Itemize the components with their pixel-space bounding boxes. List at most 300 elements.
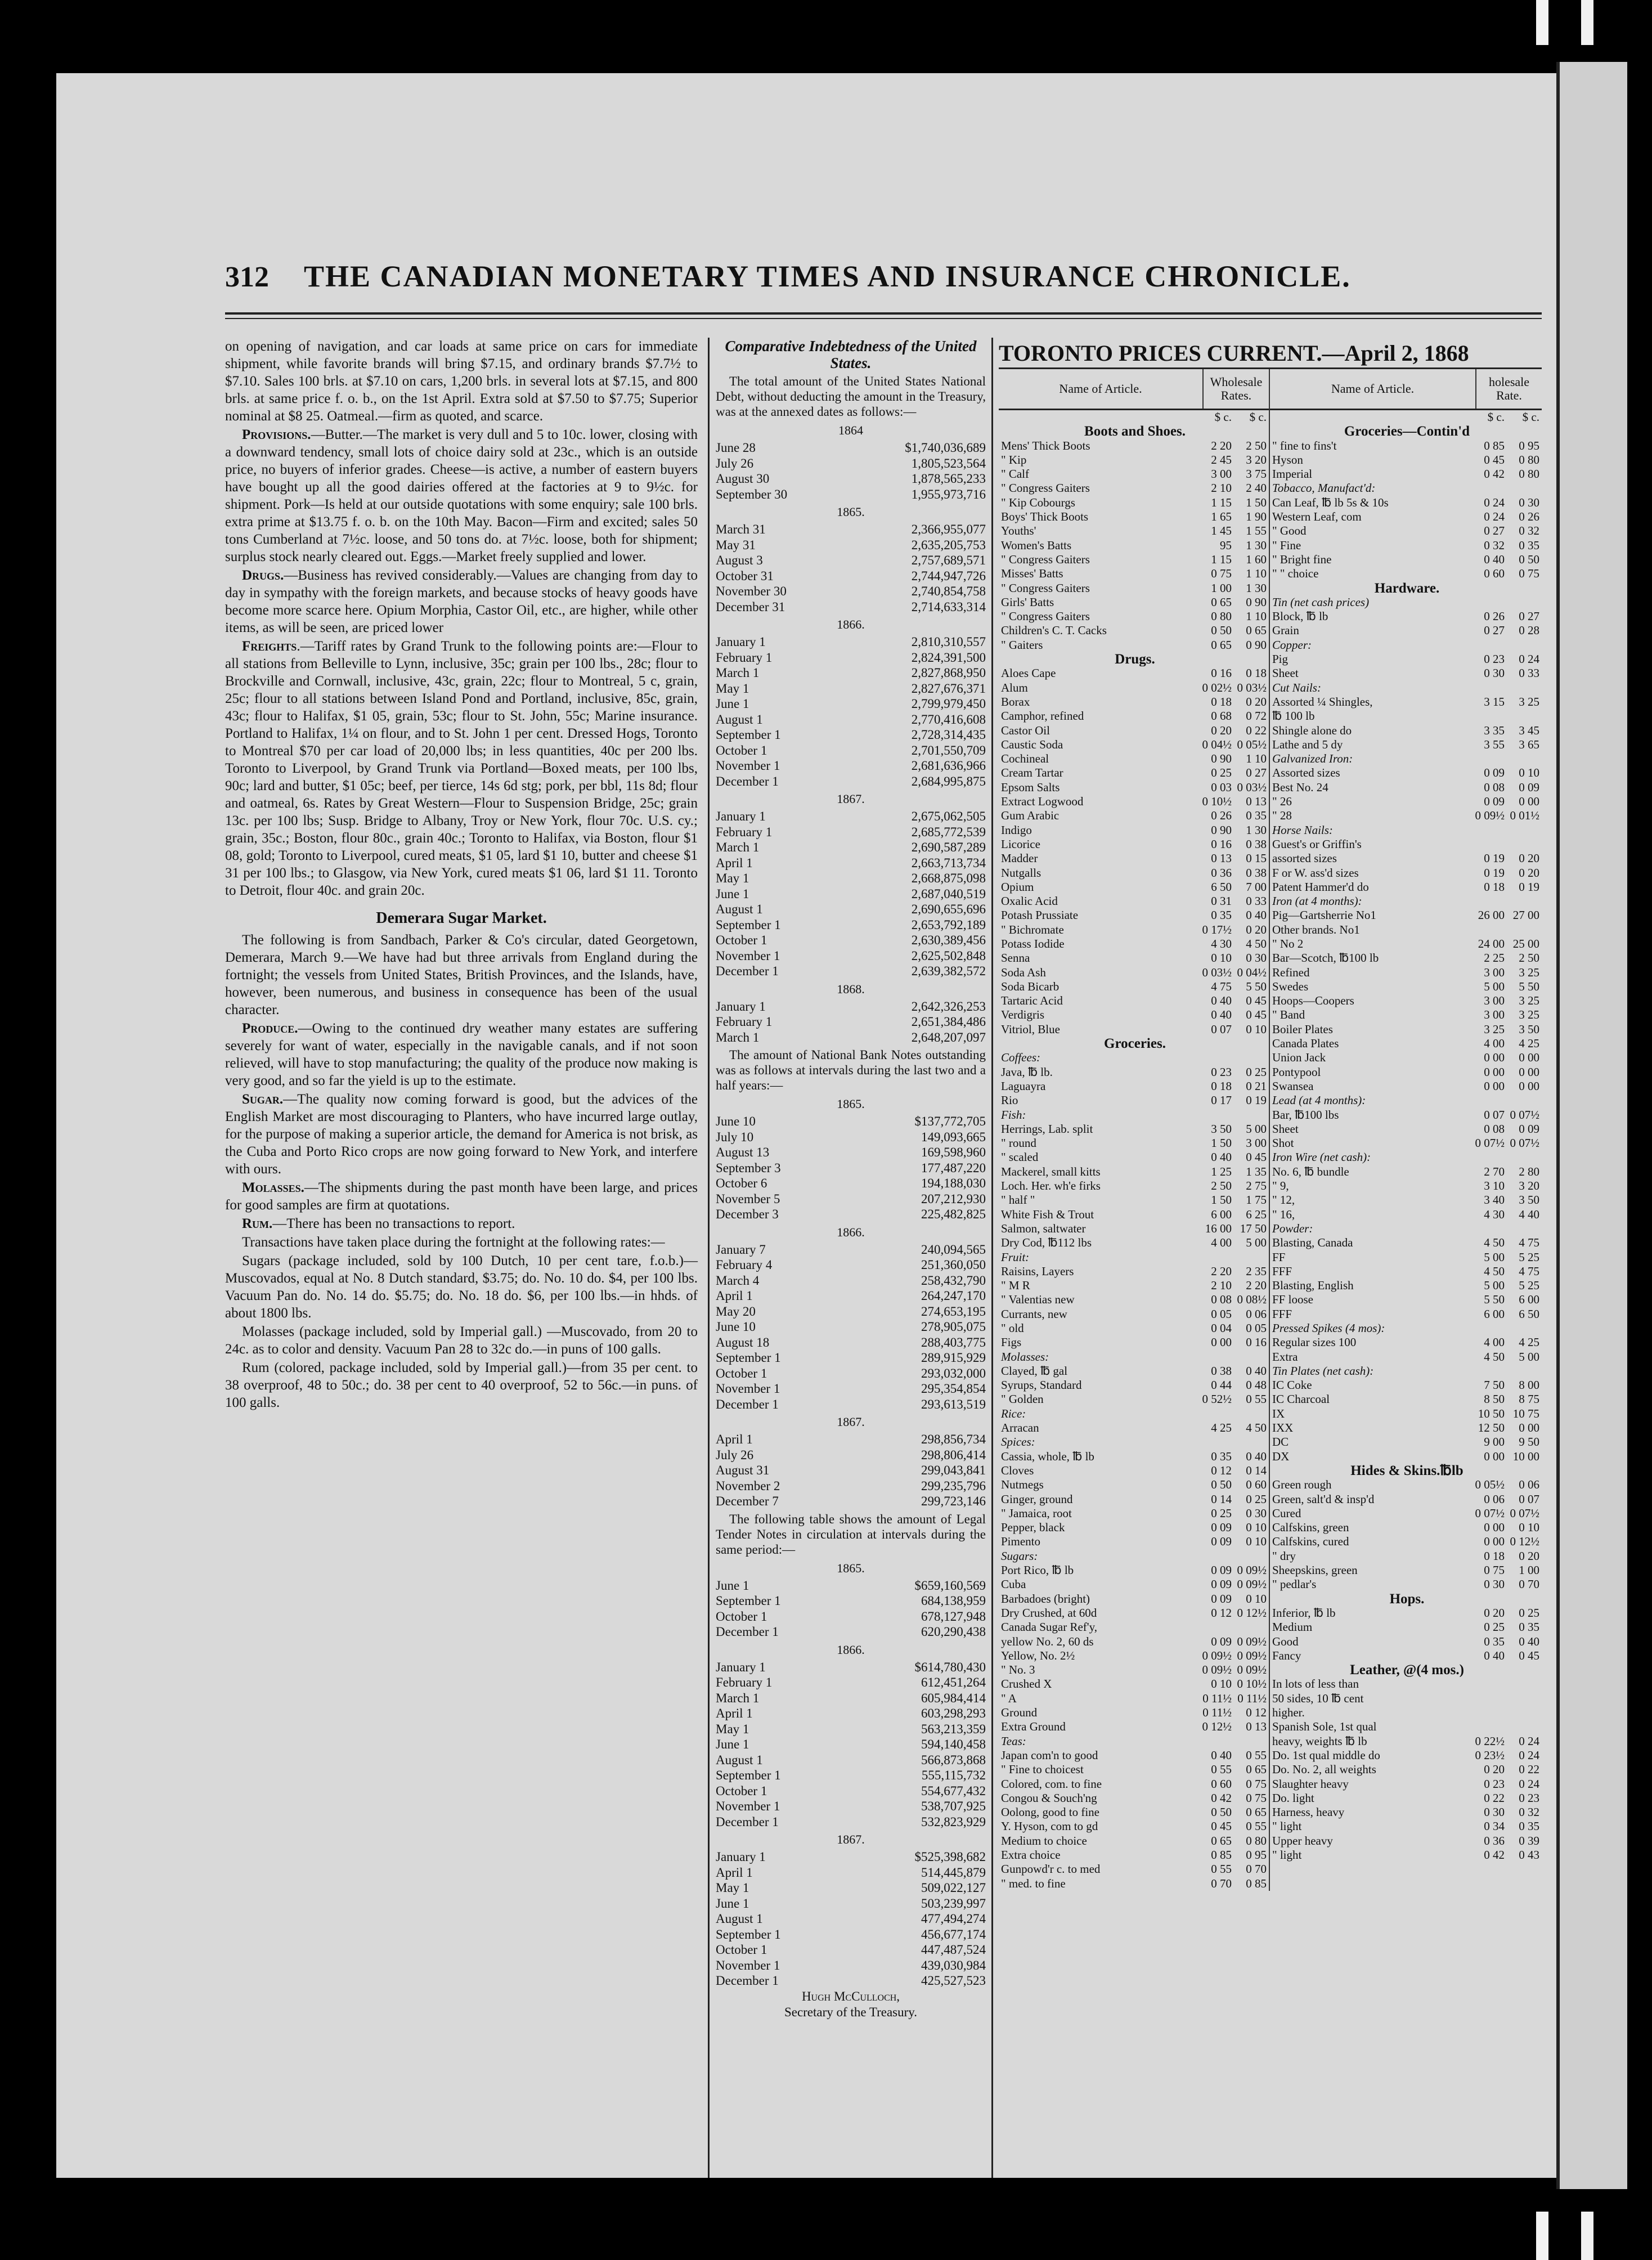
prices-table-header <box>1270 369 1542 410</box>
row-date: March 31 <box>716 522 766 536</box>
price-high: 0 20 <box>1246 694 1267 709</box>
article-name: Do. No. 2, all weights <box>1272 1763 1376 1777</box>
article-name: FFF <box>1272 1307 1292 1321</box>
price-row <box>1270 609 1542 624</box>
price-high: 5 25 <box>1519 1250 1539 1264</box>
row-date: November 2 <box>716 1478 780 1493</box>
year-heading: 1866. <box>837 617 865 631</box>
price-high: 0 39 <box>1519 1833 1539 1848</box>
price-row <box>999 1079 1269 1093</box>
table-row <box>716 774 986 790</box>
price-high: 0 22 <box>1246 723 1267 737</box>
price-low: 0 34 <box>1484 1819 1505 1833</box>
legal-tender-intro: The following table shows the amount of Legal Tender Notes in circulation at intervals during the same period:— <box>716 1512 986 1557</box>
price-row <box>1270 781 1542 795</box>
subsection-heading <box>1270 1150 1542 1164</box>
price-high: 0 70 <box>1519 1577 1539 1591</box>
article-name: Drugs. <box>1115 652 1155 667</box>
section-heading <box>1270 581 1542 595</box>
row-amount: 251,360,050 <box>921 1258 986 1272</box>
price-low: 0 70 <box>1211 1876 1232 1890</box>
article-name: Women's Batts <box>1001 538 1072 552</box>
row-date: October 6 <box>716 1176 767 1190</box>
article-name: Assorted ¼ Shingles, <box>1272 694 1373 709</box>
price-low: 0 25 <box>1211 766 1232 780</box>
price-low: 4 50 <box>1484 1264 1505 1278</box>
year-heading: 1867. <box>837 1415 865 1429</box>
row-date: September 1 <box>716 917 781 932</box>
flour-paragraph: on opening of navigation, and car loads at same price on cars for immediate shipment, while favorite brands will bring $7.15, and ordinary brands $7.7½ to $7.10. Sales 100 brls. at $7.10 on cars, 1,200 brls. in several lots at $7.15, and 800 brls. at same price f. o. b., on the 1st April. Extra sold at $7.50 to $7.75; Superior nominal at $8 25. Oatmeal.—firm as quoted, and scarce. <box>225 339 698 424</box>
table-row <box>716 1721 986 1737</box>
price-high: 3 50 <box>1519 1022 1539 1036</box>
price-row <box>999 809 1269 823</box>
article-name: Green rough <box>1272 1478 1332 1492</box>
price-high: 0 09½ <box>1237 1663 1267 1677</box>
row-amount: 1,805,523,564 <box>911 456 986 470</box>
price-low: 0 04 <box>1211 1321 1232 1335</box>
row-date: June 1 <box>716 1578 749 1593</box>
price-high: 0 04½ <box>1237 965 1267 979</box>
price-low: 0 24 <box>1484 510 1505 524</box>
price-high: 0 30 <box>1519 495 1539 509</box>
article-name: Copper: <box>1272 638 1312 652</box>
price-low: 0 10 <box>1211 1677 1232 1691</box>
price-high: 0 26 <box>1519 510 1539 524</box>
price-high: 0 48 <box>1246 1378 1267 1392</box>
price-high: 0 21 <box>1246 1079 1267 1093</box>
article-name: assorted sizes <box>1272 851 1337 866</box>
price-high: 2 20 <box>1246 1279 1267 1293</box>
price-high: 0 65 <box>1246 624 1267 638</box>
price-row <box>999 1805 1269 1819</box>
price-low: 0 08 <box>1211 1293 1232 1307</box>
article-name: " Fine <box>1272 538 1301 552</box>
price-row <box>1270 1079 1542 1093</box>
price-low: 0 18 <box>1211 1079 1232 1093</box>
table-row <box>716 634 986 650</box>
row-date: December 1 <box>716 1625 779 1639</box>
article-name: Aloes Cape <box>1001 666 1056 680</box>
price-high: 0 06 <box>1246 1307 1267 1321</box>
article-name: Assorted sizes <box>1272 766 1340 780</box>
price-low: 1 50 <box>1211 1136 1232 1150</box>
freights-paragraph <box>225 638 698 899</box>
year-heading: 1866. <box>837 1225 865 1239</box>
article-name: " Bright fine <box>1272 552 1332 566</box>
row-date: November 1 <box>716 1958 780 1972</box>
article-name: Lathe and 5 dy <box>1272 737 1343 751</box>
row-date: May 31 <box>716 537 756 552</box>
row-date: January 1 <box>716 635 766 649</box>
price-high: 3 20 <box>1519 1179 1539 1193</box>
price-row <box>999 1791 1269 1805</box>
price-low: 0 35 <box>1211 908 1232 922</box>
year-heading: 1864 <box>838 423 863 437</box>
row-amount: 298,856,734 <box>921 1432 986 1446</box>
row-amount: 2,366,955,077 <box>911 522 986 536</box>
row-date: November 30 <box>716 584 787 598</box>
produce-paragraph <box>225 1020 698 1089</box>
article-name: " Bichromate <box>1001 922 1064 936</box>
price-row <box>999 481 1269 495</box>
row-amount: 2,668,875,098 <box>911 871 986 885</box>
indebtedness-column <box>716 338 986 2020</box>
price-high: 0 80 <box>1519 467 1539 481</box>
price-row <box>1270 994 1542 1008</box>
molasses-text: —The shipments during the past month have been large, and prices for good samples are firm at quotations. <box>225 1180 698 1213</box>
price-row <box>1270 1791 1542 1805</box>
table-row <box>716 1849 986 1865</box>
frame-mark <box>1536 2212 1548 2260</box>
price-low: 7 50 <box>1484 1378 1505 1392</box>
row-date: September 30 <box>716 487 788 501</box>
price-low: 0 10½ <box>1202 795 1232 809</box>
price-high: 0 38 <box>1246 837 1267 851</box>
article-name: Lead (at 4 months): <box>1272 1093 1366 1107</box>
price-low <box>1472 923 1507 937</box>
price-row <box>1270 695 1542 709</box>
row-date: December 1 <box>716 1974 779 1988</box>
price-high: 0 09 <box>1519 1122 1539 1136</box>
row-date: May 1 <box>716 1721 749 1736</box>
article-name: Guest's or Griffin's <box>1272 837 1362 851</box>
table-row <box>716 1304 986 1320</box>
row-date: October 1 <box>716 1609 767 1624</box>
row-amount: 2,687,040,519 <box>911 886 986 901</box>
row-date: April 1 <box>716 1865 753 1880</box>
article-name: Western Leaf, com <box>1272 510 1362 524</box>
price-low: 0 32 <box>1484 538 1505 552</box>
article-name: Herrings, Lab. split <box>1001 1122 1093 1136</box>
price-high: 2 40 <box>1246 481 1267 495</box>
price-high: 0 90 <box>1246 638 1267 652</box>
table-row <box>716 1927 986 1943</box>
price-row <box>1270 510 1542 524</box>
article-name: " Gaiters <box>1001 638 1043 652</box>
article-name: Iron Wire (net cash): <box>1272 1150 1371 1164</box>
article-name: Blasting, Canada <box>1272 1236 1353 1250</box>
price-low <box>1472 709 1507 723</box>
row-date: August 18 <box>716 1335 770 1349</box>
article-name: Tartaric Acid <box>1001 994 1063 1008</box>
article-name: Salmon, saltwater <box>1001 1221 1086 1235</box>
price-high: 1 55 <box>1246 524 1267 538</box>
price-low: 0 25 <box>1211 1506 1232 1520</box>
article-name: Yellow, No. 2½ <box>1001 1648 1075 1662</box>
subsection-heading <box>999 1350 1269 1364</box>
table-row <box>716 487 986 503</box>
row-date: August 1 <box>716 902 763 916</box>
price-low: 4 00 <box>1484 1335 1505 1349</box>
article-name: " Congress Gaiters <box>1001 609 1090 624</box>
table-row <box>716 1942 986 1958</box>
row-amount: 566,873,868 <box>921 1752 986 1767</box>
price-high: 2 75 <box>1246 1179 1267 1193</box>
price-low: 0 75 <box>1211 567 1232 581</box>
article-name: Cassia, whole, ℔ lb <box>1001 1449 1094 1463</box>
price-row <box>1270 837 1542 851</box>
price-high <box>1507 709 1542 723</box>
price-low: 6 50 <box>1211 880 1232 894</box>
price-high: 0 09½ <box>1237 1577 1267 1591</box>
table-row <box>716 1478 986 1494</box>
article-name: Gunpowd'r c. to med <box>1001 1862 1101 1876</box>
row-amount: 177,487,220 <box>921 1160 986 1175</box>
price-row <box>999 1464 1269 1478</box>
provisions-paragraph <box>225 426 698 566</box>
price-row <box>999 1720 1269 1734</box>
article-name: " light <box>1272 1819 1302 1833</box>
price-row <box>999 1179 1269 1193</box>
column-divider <box>991 338 993 2178</box>
article-name: Sugars: <box>1001 1549 1038 1563</box>
price-row <box>999 923 1269 937</box>
table-row <box>716 1129 986 1145</box>
price-row <box>1270 1606 1542 1620</box>
table-row <box>716 1145 986 1160</box>
price-high <box>1507 1692 1542 1706</box>
article-name: Molasses: <box>1001 1349 1049 1364</box>
article-name: Cream Tartar <box>1001 766 1063 780</box>
price-low: 2 20 <box>1211 438 1232 452</box>
price-low: 0 00 <box>1484 1521 1505 1535</box>
article-name: Hoops—Coopers <box>1272 994 1354 1008</box>
table-row <box>716 1160 986 1176</box>
price-row <box>1270 1521 1542 1535</box>
row-amount: 2,757,689,571 <box>911 553 986 567</box>
article-name: Soda Bicarb <box>1001 979 1060 993</box>
price-row <box>999 1862 1269 1876</box>
page-header <box>225 259 1542 304</box>
debt-intro: The total amount of the United States National Debt, without deducting the amount in the Treasury, was at the annexed dates as follows:— <box>716 374 986 419</box>
price-high <box>1507 1720 1542 1734</box>
price-high: 8 00 <box>1519 1378 1539 1392</box>
prices-table-left <box>999 369 1269 1891</box>
row-amount: 149,093,665 <box>921 1129 986 1144</box>
price-row <box>999 1008 1269 1022</box>
price-low: 0 10 <box>1211 951 1232 965</box>
price-row <box>999 1763 1269 1777</box>
price-low: 1 50 <box>1211 1193 1232 1207</box>
price-high: 5 50 <box>1519 979 1539 993</box>
row-amount: 2,663,713,734 <box>911 855 986 870</box>
table-row <box>716 599 986 615</box>
price-high: 1 00 <box>1519 1563 1539 1577</box>
price-low: 4 50 <box>1484 1349 1505 1364</box>
price-high: 3 45 <box>1519 723 1539 737</box>
price-high: 7 00 <box>1246 880 1267 894</box>
row-date: November 1 <box>716 759 780 773</box>
price-low: 1 00 <box>1211 581 1232 595</box>
table-row <box>716 1366 986 1382</box>
price-high <box>1507 837 1542 851</box>
row-amount: 2,827,868,950 <box>911 666 986 680</box>
price-high: 0 70 <box>1246 1862 1267 1876</box>
freights-text: .—Tariff rates by Grand Trunk to the following points are:—Flour to all stations from Belleville to Lynn, inclusive, 35c; grain per 100 lbs., 28c; flour to Brockville and Cornwall, inclusive, 43c, grain, 22c; flour to Montreal, 5 c, grain, 25c; flour to all stations between Island Pond and Portland, inclusive, 85c, grain, 43c; flour to Halifax, $1 05, grain, 53c; flour to St. John, 55c; Marine insurance. Portland to Halifax, 1¼ on flour, and to St. John 1 per cent. Dressed Hogs, Toronto to Montreal $70 per car load of 20,000 lbs; in less quantities, 40c per 200 lbs. Toronto to Liverpool, by Grand Trunk via Portland—Boxed meats, per 100 lbs, 90c; lard and butter, $1 05c; beef, per tierce, 14s 6d stg; pork, per bbl, 11s 8d; flour and oatmeal, 6s. Rates by Great Western—Flour to Suspension Bridge, 25c; grain 13c. per 100 lbs; Susp. Bridge to Albany, Troy or New York, flour 70c. U.S. cy.; grain, 35c.; Boston, flour 80c., grain 40c.; Toronto to Halifax, via Boston, flour $1 08, gold; Toronto to Liverpool, cured meats, $1 05, lard $1 10, butter and cheese $1 31 per 100 lbs.; to Glasgow, via New York, cured meats $1 06, lard $1 11. Toronto to Detroit, flour 40c. and grain 20c. <box>225 639 698 898</box>
price-low: 3 40 <box>1484 1193 1505 1207</box>
prices-table-right <box>1270 369 1542 1891</box>
price-high: 1 90 <box>1246 510 1267 524</box>
row-amount: 289,915,929 <box>921 1351 986 1365</box>
row-date: November 1 <box>716 1382 780 1396</box>
table-row <box>716 1783 986 1799</box>
row-amount: 299,235,796 <box>921 1478 986 1493</box>
article-name: Sheet <box>1272 1122 1299 1136</box>
article-name: Canada Sugar Ref'y, <box>1001 1620 1097 1634</box>
table-row <box>716 999 986 1015</box>
table-row <box>716 1880 986 1896</box>
price-row <box>1270 1307 1542 1321</box>
article-name: Epsom Salts <box>1001 780 1060 794</box>
row-date: June 10 <box>716 1320 756 1334</box>
article-name: higher. <box>1272 1706 1305 1720</box>
row-date: October 31 <box>716 568 774 583</box>
row-amount: 2,685,772,539 <box>911 824 986 839</box>
row-date: September 1 <box>716 728 781 742</box>
price-high: 0 90 <box>1246 595 1267 609</box>
row-date: November 1 <box>716 1799 780 1813</box>
price-low: 1 15 <box>1211 495 1232 509</box>
header-wholesale-rates: Wholesale Rates. <box>1202 369 1269 409</box>
article-name: FF loose <box>1272 1293 1313 1307</box>
row-amount: 439,030,984 <box>921 1958 986 1972</box>
article-name: Raisins, Layers <box>1001 1264 1074 1278</box>
demerara-paragraph: The following is from Sandbach, Parker & Co's circular, dated Georgetown, Demerara, March 9.—We have had but three arrivals from England during the fortnight; the vessels from United States, British Provinces, and the Islands, have, however, been numerous, and business in consequence has been of the usual character. <box>225 932 698 1017</box>
price-low: 0 07½ <box>1475 1136 1505 1150</box>
price-low: 0 07½ <box>1475 1506 1505 1520</box>
price-low: 5 00 <box>1484 1279 1505 1293</box>
price-low: 0 00 <box>1484 1079 1505 1093</box>
article-name: Coffees: <box>1001 1051 1040 1065</box>
row-date: March 1 <box>716 666 760 680</box>
price-row <box>1270 1734 1542 1748</box>
row-date: December 1 <box>716 774 779 788</box>
price-high: 1 10 <box>1246 609 1267 624</box>
table-row <box>716 522 986 537</box>
row-amount: 605,984,414 <box>921 1690 986 1705</box>
row-amount: 288,403,775 <box>921 1335 986 1349</box>
sugars-rates-paragraph: Sugars (package included, sold by 100 Dutch, 10 per cent tare, f.o.b.)—Muscovados, equal at No. 8 Dutch standard, $3.75; do. No. 10 do. $4, per 100 lbs. Vacuum Pan do. No. 14 do. $5.75; do. No. 18 do. $6, per 100 lbs.—in hhds. of about 1800 lbs. <box>225 1253 698 1321</box>
price-high: 10 00 <box>1512 1449 1539 1463</box>
price-low: 0 36 <box>1211 866 1232 880</box>
sugar-text: —The quality now coming forward is good, but the advices of the English Market are most discouraging to Planters, who have incurred large outlay, for the purpose of making a superior article, the demand for America is not brisk, as the Cuba and Porto Rico crops are now going forward to New York, and interfere with ours. <box>225 1092 698 1177</box>
year-heading: 1865. <box>837 1097 865 1111</box>
article-name: Do. light <box>1272 1791 1314 1805</box>
price-row <box>999 567 1269 581</box>
price-low: 3 00 <box>1484 994 1505 1008</box>
table-row <box>716 809 986 824</box>
row-amount: 2,651,384,486 <box>911 1015 986 1029</box>
article-name: Vitriol, Blue <box>1001 1022 1060 1036</box>
price-high: 0 35 <box>1246 809 1267 823</box>
price-low: 0 12 <box>1211 1463 1232 1477</box>
table-row <box>716 1768 986 1783</box>
row-amount: 240,094,565 <box>921 1242 986 1257</box>
table-row <box>716 1319 986 1335</box>
row-date: September 3 <box>716 1160 781 1175</box>
price-high: 0 27 <box>1519 609 1539 624</box>
price-row <box>999 666 1269 680</box>
price-high: 3 25 <box>1519 694 1539 709</box>
row-date: August 13 <box>716 1145 770 1159</box>
price-row <box>1270 1819 1542 1833</box>
price-low: 0 09 <box>1211 1535 1232 1549</box>
price-high: 0 65 <box>1246 1763 1267 1777</box>
price-low <box>1472 837 1507 851</box>
price-low: 0 52½ <box>1202 1392 1232 1406</box>
price-high: 0 14 <box>1246 1463 1267 1477</box>
price-row <box>999 496 1269 510</box>
article-name: " Congress Gaiters <box>1001 552 1090 566</box>
price-high: 0 45 <box>1246 1008 1267 1022</box>
row-amount: 594,140,458 <box>921 1737 986 1751</box>
price-row <box>1270 1848 1542 1862</box>
price-row <box>999 866 1269 880</box>
table-row <box>716 1191 986 1207</box>
article-name: Syrups, Standard <box>1001 1378 1082 1392</box>
price-row <box>999 1706 1269 1720</box>
price-high: 4 25 <box>1519 1037 1539 1051</box>
price-row <box>1270 1179 1542 1193</box>
table-row <box>716 553 986 568</box>
row-date: April 1 <box>716 855 753 870</box>
price-high: 0 28 <box>1519 624 1539 638</box>
price-row <box>999 1450 1269 1464</box>
price-high: 0 24 <box>1519 1734 1539 1748</box>
price-row <box>1270 908 1542 922</box>
table-row <box>716 1207 986 1222</box>
price-low: 0 90 <box>1211 823 1232 837</box>
row-amount: 2,639,382,572 <box>911 964 986 978</box>
article-name: Patent Hammer'd do <box>1272 880 1369 894</box>
price-low: 0 23 <box>1211 1065 1232 1079</box>
article-name: Boiler Plates <box>1272 1022 1333 1036</box>
price-row <box>1270 851 1542 866</box>
price-high: 5 25 <box>1519 1279 1539 1293</box>
price-high: 1 30 <box>1246 538 1267 552</box>
row-date: April 1 <box>716 1432 753 1446</box>
column-divider <box>708 338 710 2178</box>
scanned-page <box>56 73 1587 2178</box>
subsection-heading <box>999 1407 1269 1421</box>
table-row <box>716 1350 986 1366</box>
row-amount: $525,398,682 <box>914 1850 986 1864</box>
price-row <box>1270 1763 1542 1777</box>
subsection-heading <box>1270 595 1542 609</box>
article-name: Canada Plates <box>1272 1037 1339 1051</box>
price-low: 3 00 <box>1211 467 1232 481</box>
price-row <box>999 1264 1269 1279</box>
price-low: 0 40 <box>1484 1648 1505 1662</box>
price-row <box>1270 524 1542 538</box>
price-row <box>1270 1250 1542 1264</box>
price-low: 0 03½ <box>1202 965 1232 979</box>
article-name: " Calf <box>1001 467 1029 481</box>
table-row <box>716 1660 986 1675</box>
price-high: 0 72 <box>1246 709 1267 723</box>
price-low: 2 20 <box>1211 1264 1232 1278</box>
price-high: 0 08½ <box>1237 1293 1267 1307</box>
price-high: 0 75 <box>1246 1791 1267 1805</box>
price-high: 0 01½ <box>1510 809 1539 823</box>
price-high: 0 10 <box>1246 1521 1267 1535</box>
price-high <box>1507 923 1542 937</box>
row-date: January 1 <box>716 809 766 823</box>
row-amount: 258,432,790 <box>921 1273 986 1288</box>
price-low: 0 80 <box>1211 609 1232 624</box>
price-low: 0 75 <box>1484 1563 1505 1577</box>
article-name: " scaled <box>1001 1150 1039 1164</box>
